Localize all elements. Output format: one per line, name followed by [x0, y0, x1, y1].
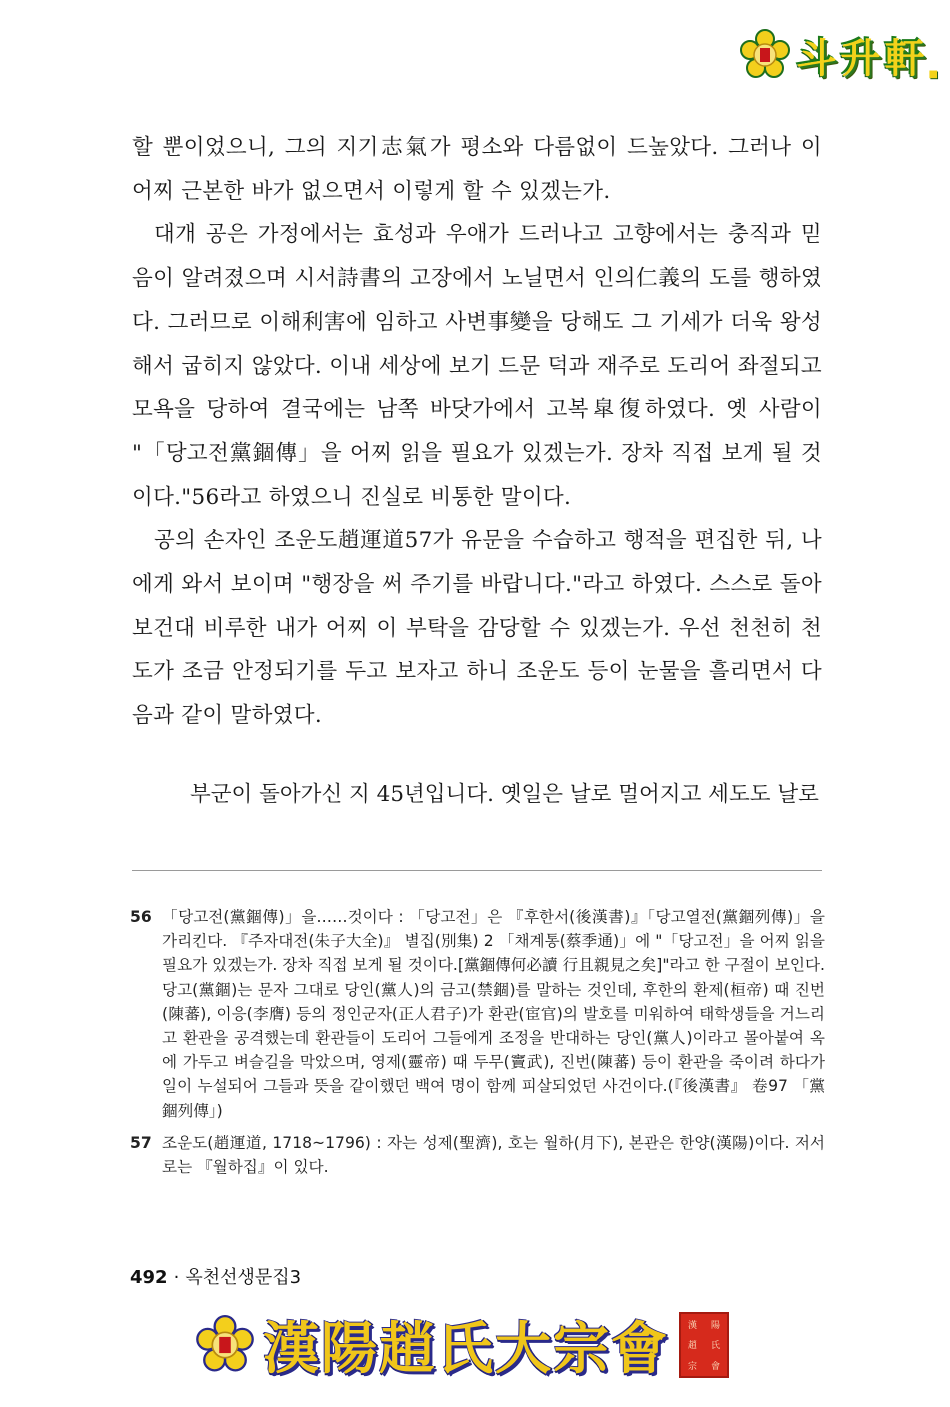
footnote-divider: [132, 870, 822, 871]
footer-separator: ·: [173, 1267, 180, 1288]
red-seal-stamp: [679, 1312, 729, 1378]
plum-blossom-icon: [195, 1315, 255, 1375]
page-number: 492: [130, 1267, 168, 1288]
footnote: [130, 1131, 825, 1179]
seal-char: 會: [710, 1362, 720, 1373]
plum-blossom-icon: [739, 29, 791, 81]
footnote-text: 「당고전(黨錮傳)」을……것이다 : 「당고전」은 『후한서(後漢書)』「당고열전(黨錮列傳)」을 가리킨다. 『주자대전(朱子大全)』 별집(別集) 2 「채계통(蔡季通)」에 "「당고전」을 어찌 읽을 필요가 있겠는가. 장차 직접 보게 될 것이다.[黨錮傳何必讀 行且親見之矣]"라고 한 구절이 보인다. 당고(黨錮)는 문자 그대로 당인(黨人)의 금고(禁錮)를 말하는 것인데, 후한의 환제(桓帝) 때 진번(陳蕃), 이응(李膺) 등의 정인군자(正人君子)가 환관(宦官)의 발호를 미워하여 태학생들을 거느리고 환관을 공격했는데 환관들이 도리어 그들에게 조정을 반대하는 당인(黨人)이라고 몰아붙여 옥에 가두고 벼슬길을 막았으며, 영제(靈帝) 때 두무(竇武), 진번(陳蕃) 등이 환관을 죽이려 하다가 일이 누설되어 그들과 뜻을 같이했던 백여 명이 함께 피살되었던 사건이다.(『後漢書』 卷97 「黨錮列傳」): [162, 908, 825, 1120]
seal-char: 漢: [687, 1320, 697, 1331]
seal-char: 趙: [687, 1341, 697, 1352]
footnote-number: 57: [130, 1133, 152, 1152]
seal-char: 氏: [710, 1341, 720, 1352]
bottom-banner: [195, 1300, 729, 1390]
footnote-text: 조운도(趙運道, 1718~1796) : 자는 성제(聖濟), 호는 월하(月下), 본관은 한양(漢陽)이다. 저서로는 『월하집』이 있다.: [162, 1133, 825, 1177]
paragraph: 할 뿐이었으니, 그의 지기志氣가 평소와 다름없이 드높았다. 그러나 이 어찌 근본한 바가 없으면서 이렇게 할 수 있겠는가.: [132, 135, 822, 204]
main-text: [132, 126, 822, 738]
footnote-number: 56: [130, 908, 152, 926]
footnote: [130, 905, 825, 1123]
footnotes: [130, 905, 825, 1187]
page-footer: [130, 1263, 301, 1289]
paragraph: 대개 공은 가정에서는 효성과 우애가 드러나고 고향에서는 충직과 믿음이 알려졌으며 시서詩書의 고장에서 노닐면서 인의仁義의 도를 행하였다. 그러므로 이해利害에 임하고 사변事變을 당해도 그 기세가 더욱 왕성해서 굽히지 않았다. 이내 세상에 보기 드문 덕과 재주로 도리어 좌절되고 모욕을 당하여 결국에는 남쪽 바닷가에서 고복皐復하였다. 옛 사람이 "「당고전黨錮傳」을 어찌 읽을 필요가 있겠는가. 장차 직접 보게 될 것이다."56라고 하였으니 진실로 비통한 말이다.: [132, 222, 822, 510]
top-logo: [739, 20, 938, 90]
seal-char: 宗: [687, 1362, 697, 1373]
logo-subtitle: ■: [928, 69, 938, 80]
paragraph: 공의 손자인 조운도趙運道57가 유문을 수습하고 행적을 편집한 뒤, 나에게 와서 보이며 "행장을 써 주기를 바랍니다."라고 하였다. 스스로 돌아보건대 비루한 내가 어찌 이 부탁을 감당할 수 있겠는가. 우선 천천히 천도가 조금 안정되기를 두고 보자고 하니 조운도 등이 눈물을 흘리면서 다음과 같이 말하였다.: [132, 528, 822, 729]
book-title: 옥천선생문집3: [185, 1267, 302, 1288]
banner-title: 漢陽趙氏大宗會: [263, 1316, 669, 1382]
logo-title: 斗升軒: [796, 34, 929, 82]
seal-char: 陽: [710, 1320, 720, 1331]
quote-paragraph: 부군이 돌아가신 지 45년입니다. 옛일은 날로 멀어지고 세도도 날로: [190, 782, 819, 807]
